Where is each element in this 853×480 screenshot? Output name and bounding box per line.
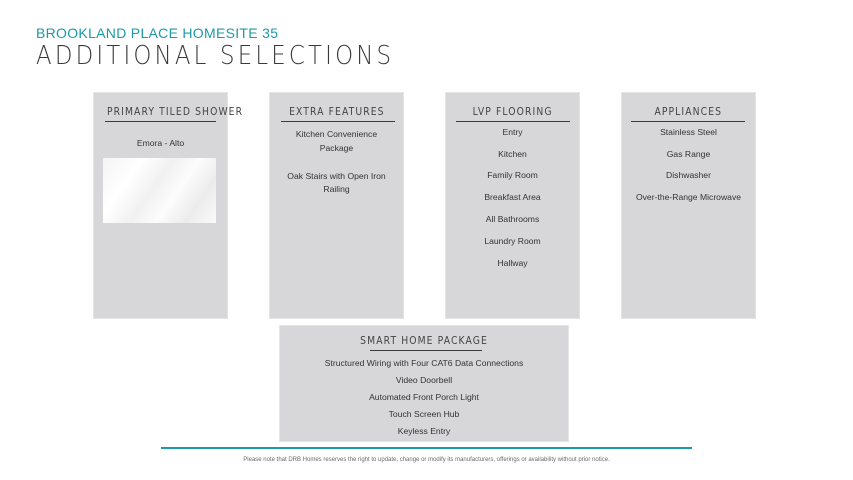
list-item: Railing — [323, 184, 350, 194]
card-title: LVP FLOORING — [472, 105, 553, 118]
list-item: Structured Wiring with Four CAT6 Data Connections — [324, 358, 524, 368]
footer-divider — [161, 447, 692, 449]
page-title: ADDITIONAL SELECTIONS — [36, 41, 395, 71]
list-item: Dishwasher — [666, 170, 711, 180]
card-smart-home-package — [279, 325, 569, 442]
list-item: Package — [319, 143, 354, 153]
list-item: Kitchen Convenience — [295, 129, 378, 139]
tile-sample-image — [103, 158, 216, 223]
card-divider — [456, 121, 570, 122]
card-primary-tiled-shower — [93, 92, 244, 319]
card-appliances — [621, 92, 756, 319]
card-title: EXTRA FEATURES — [288, 105, 385, 118]
list-item: Video Doorbell — [395, 375, 453, 385]
list-item: Touch Screen Hub — [388, 409, 460, 419]
list-item: Kitchen — [498, 149, 527, 159]
card-title: PRIMARY TILED SHOWER — [106, 105, 244, 118]
card-extra-features — [269, 92, 404, 319]
disclaimer-note: Please note that DRB Homes reserves the right to update, change or modify its manufacturers, offerings or availability without prior notice. — [243, 457, 610, 463]
list-item: Over-the-Range Microwave — [635, 192, 742, 202]
card-title: APPLIANCES — [654, 105, 723, 118]
community-subtitle: BROOKLAND PLACE HOMESITE 35 — [36, 25, 279, 41]
card-title: SMART HOME PACKAGE — [360, 334, 488, 347]
list-item: Keyless Entry — [397, 426, 451, 436]
card-divider — [370, 350, 482, 351]
card-divider — [631, 121, 745, 122]
list-item: Oak Stairs with Open Iron — [287, 171, 386, 181]
list-item: Stainless Steel — [660, 127, 717, 137]
list-item: Hallway — [497, 258, 528, 268]
list-item: Gas Range — [666, 149, 711, 159]
list-item: Emora - Alto — [136, 138, 185, 148]
list-item: All Bathrooms — [485, 214, 540, 224]
list-item: Entry — [502, 127, 523, 137]
list-item: Automated Front Porch Light — [369, 392, 479, 402]
card-lvp-flooring — [445, 92, 580, 319]
list-item: Breakfast Area — [484, 192, 541, 202]
list-item: Family Room — [487, 170, 538, 180]
list-item: Laundry Room — [484, 236, 541, 246]
card-divider — [105, 121, 216, 122]
card-divider — [281, 121, 395, 122]
